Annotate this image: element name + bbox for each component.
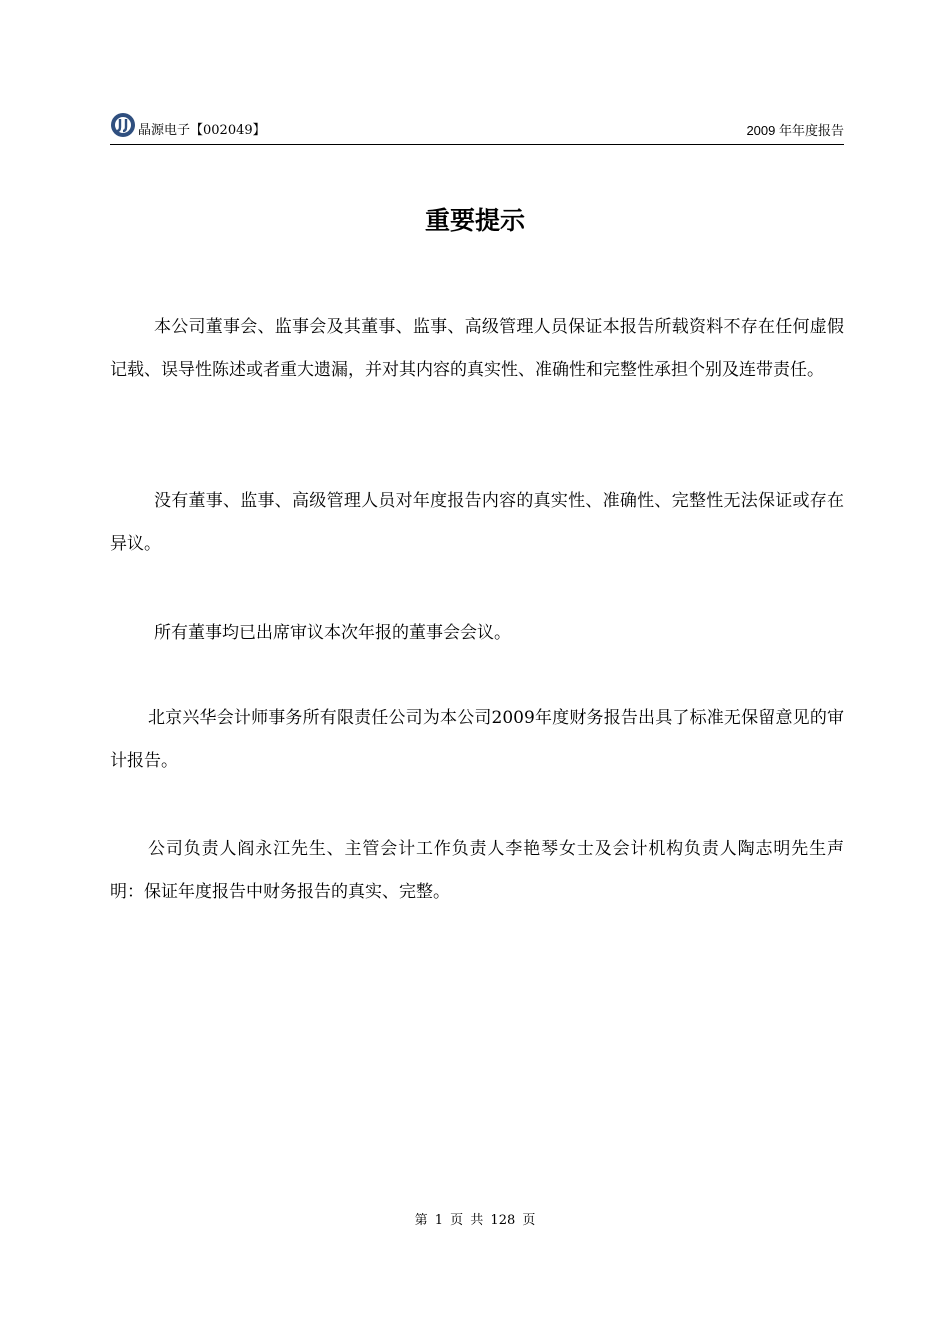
page-number: 第 1 页 共 128 页	[414, 1213, 536, 1228]
paragraph-attendance: 所有董事均已出席审议本次年报的董事会会议。	[154, 623, 511, 643]
paragraph-responsibility-declaration: 公司负责人阎永江先生、主管会计工作负责人李艳琴女士及会计机构负责人陶志明先生声明：保证年度报告中财务报告的真实、完整。	[110, 839, 844, 902]
paragraph-audit-opinion: 北京兴华会计师事务所有限责任公司为本公司2009年度财务报告出具了标准无保留意见的审计报告。	[110, 708, 844, 771]
paragraph-board-statement: 本公司董事会、监事会及其董事、监事、高级管理人员保证本报告所载资料不存在任何虚假记载、误导性陈述或者重大遗漏，并对其内容的真实性、准确性和完整性承担个别及连带责任。	[110, 317, 844, 380]
page-header	[110, 110, 844, 145]
paragraph-no-objection: 没有董事、监事、高级管理人员对年度报告内容的真实性、准确性、完整性无法保证或存在异议。	[110, 491, 844, 554]
company-logo-icon	[110, 112, 136, 138]
report-name: 2009 年年度报告	[746, 123, 844, 138]
company-name: 晶源电子【002049】	[138, 123, 266, 138]
page-title: 重要提示	[424, 206, 525, 235]
